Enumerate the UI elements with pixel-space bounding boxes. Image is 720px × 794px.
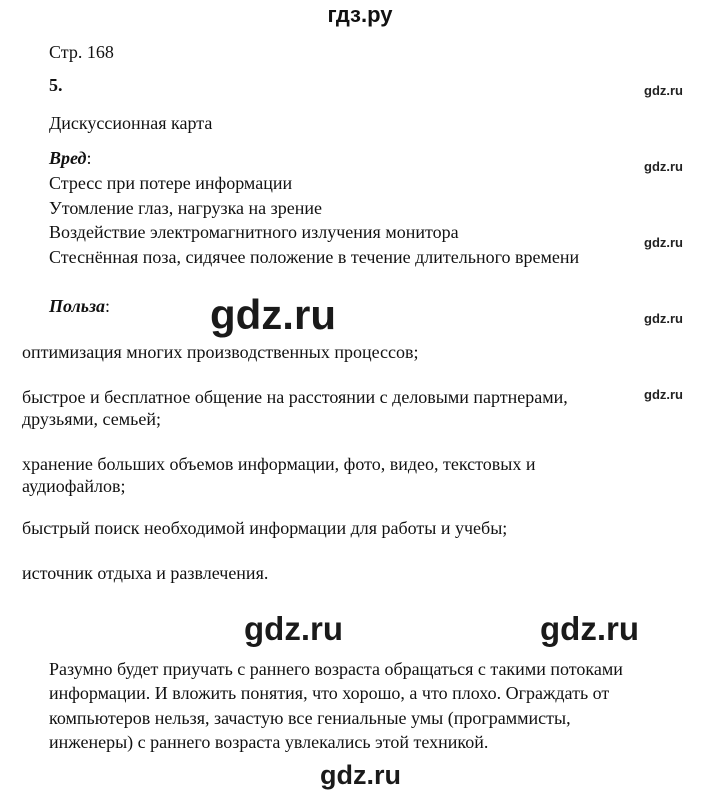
conclusion-line: Разумно будет приучать с раннего возраста обращаться с такими потоками [49,659,623,679]
watermark: gdz.ru [644,311,683,326]
benefit-item: источник отдыха и развлечения. [22,563,269,583]
benefit-item: быстрое и бесплатное общение на расстоянии с деловыми партнерами, [22,387,568,407]
benefit-label-colon: : [105,296,111,316]
benefit-item: оптимизация многих производственных процессов; [22,342,419,362]
harm-label [49,146,92,170]
watermark-large: gdz.ru [244,610,343,647]
page-reference: Стр. 168 [49,42,114,62]
harm-item: Стеснённая поза, сидячее положение в течение длительного времени [49,247,580,267]
conclusion-line: компьютеров нельзя, зачастую все гениальные умы (программисты, [49,708,571,728]
site-title: гдз.ру [327,2,393,27]
conclusion-line: инженеры) с раннего возраста увлекались этой техникой. [49,732,489,752]
watermark-large: gdz.ru [210,291,336,338]
watermark: gdz.ru [644,83,683,98]
benefit-item: аудиофайлов; [22,476,126,496]
section-heading: Дискуссионная карта [49,113,213,133]
watermark-large: gdz.ru [540,610,639,647]
harm-item: Стресс при потере информации [49,173,293,193]
harm-label-text: Вред [49,148,87,168]
task-number: 5. [49,75,63,95]
benefit-label-text: Польза [49,296,106,316]
watermark: gdz.ru [644,235,683,250]
harm-item: Воздействие электромагнитного излучения монитора [49,222,459,242]
watermark: gdz.ru [644,159,683,174]
watermark: gdz.ru [644,387,683,402]
benefit-item: друзьями, семьей; [22,409,161,429]
benefit-label [49,294,110,318]
benefit-item: быстрый поиск необходимой информации для работы и учебы; [22,518,508,538]
harm-label-colon: : [86,148,92,168]
harm-item: Утомление глаз, нагрузка на зрение [49,198,323,218]
watermark-large: gdz.ru [320,760,401,790]
conclusion-line: информации. И вложить понятия, что хорошо, а что плохо. Ограждать от [49,683,610,703]
benefit-item: хранение больших объемов информации, фото, видео, текстовых и [22,454,536,474]
